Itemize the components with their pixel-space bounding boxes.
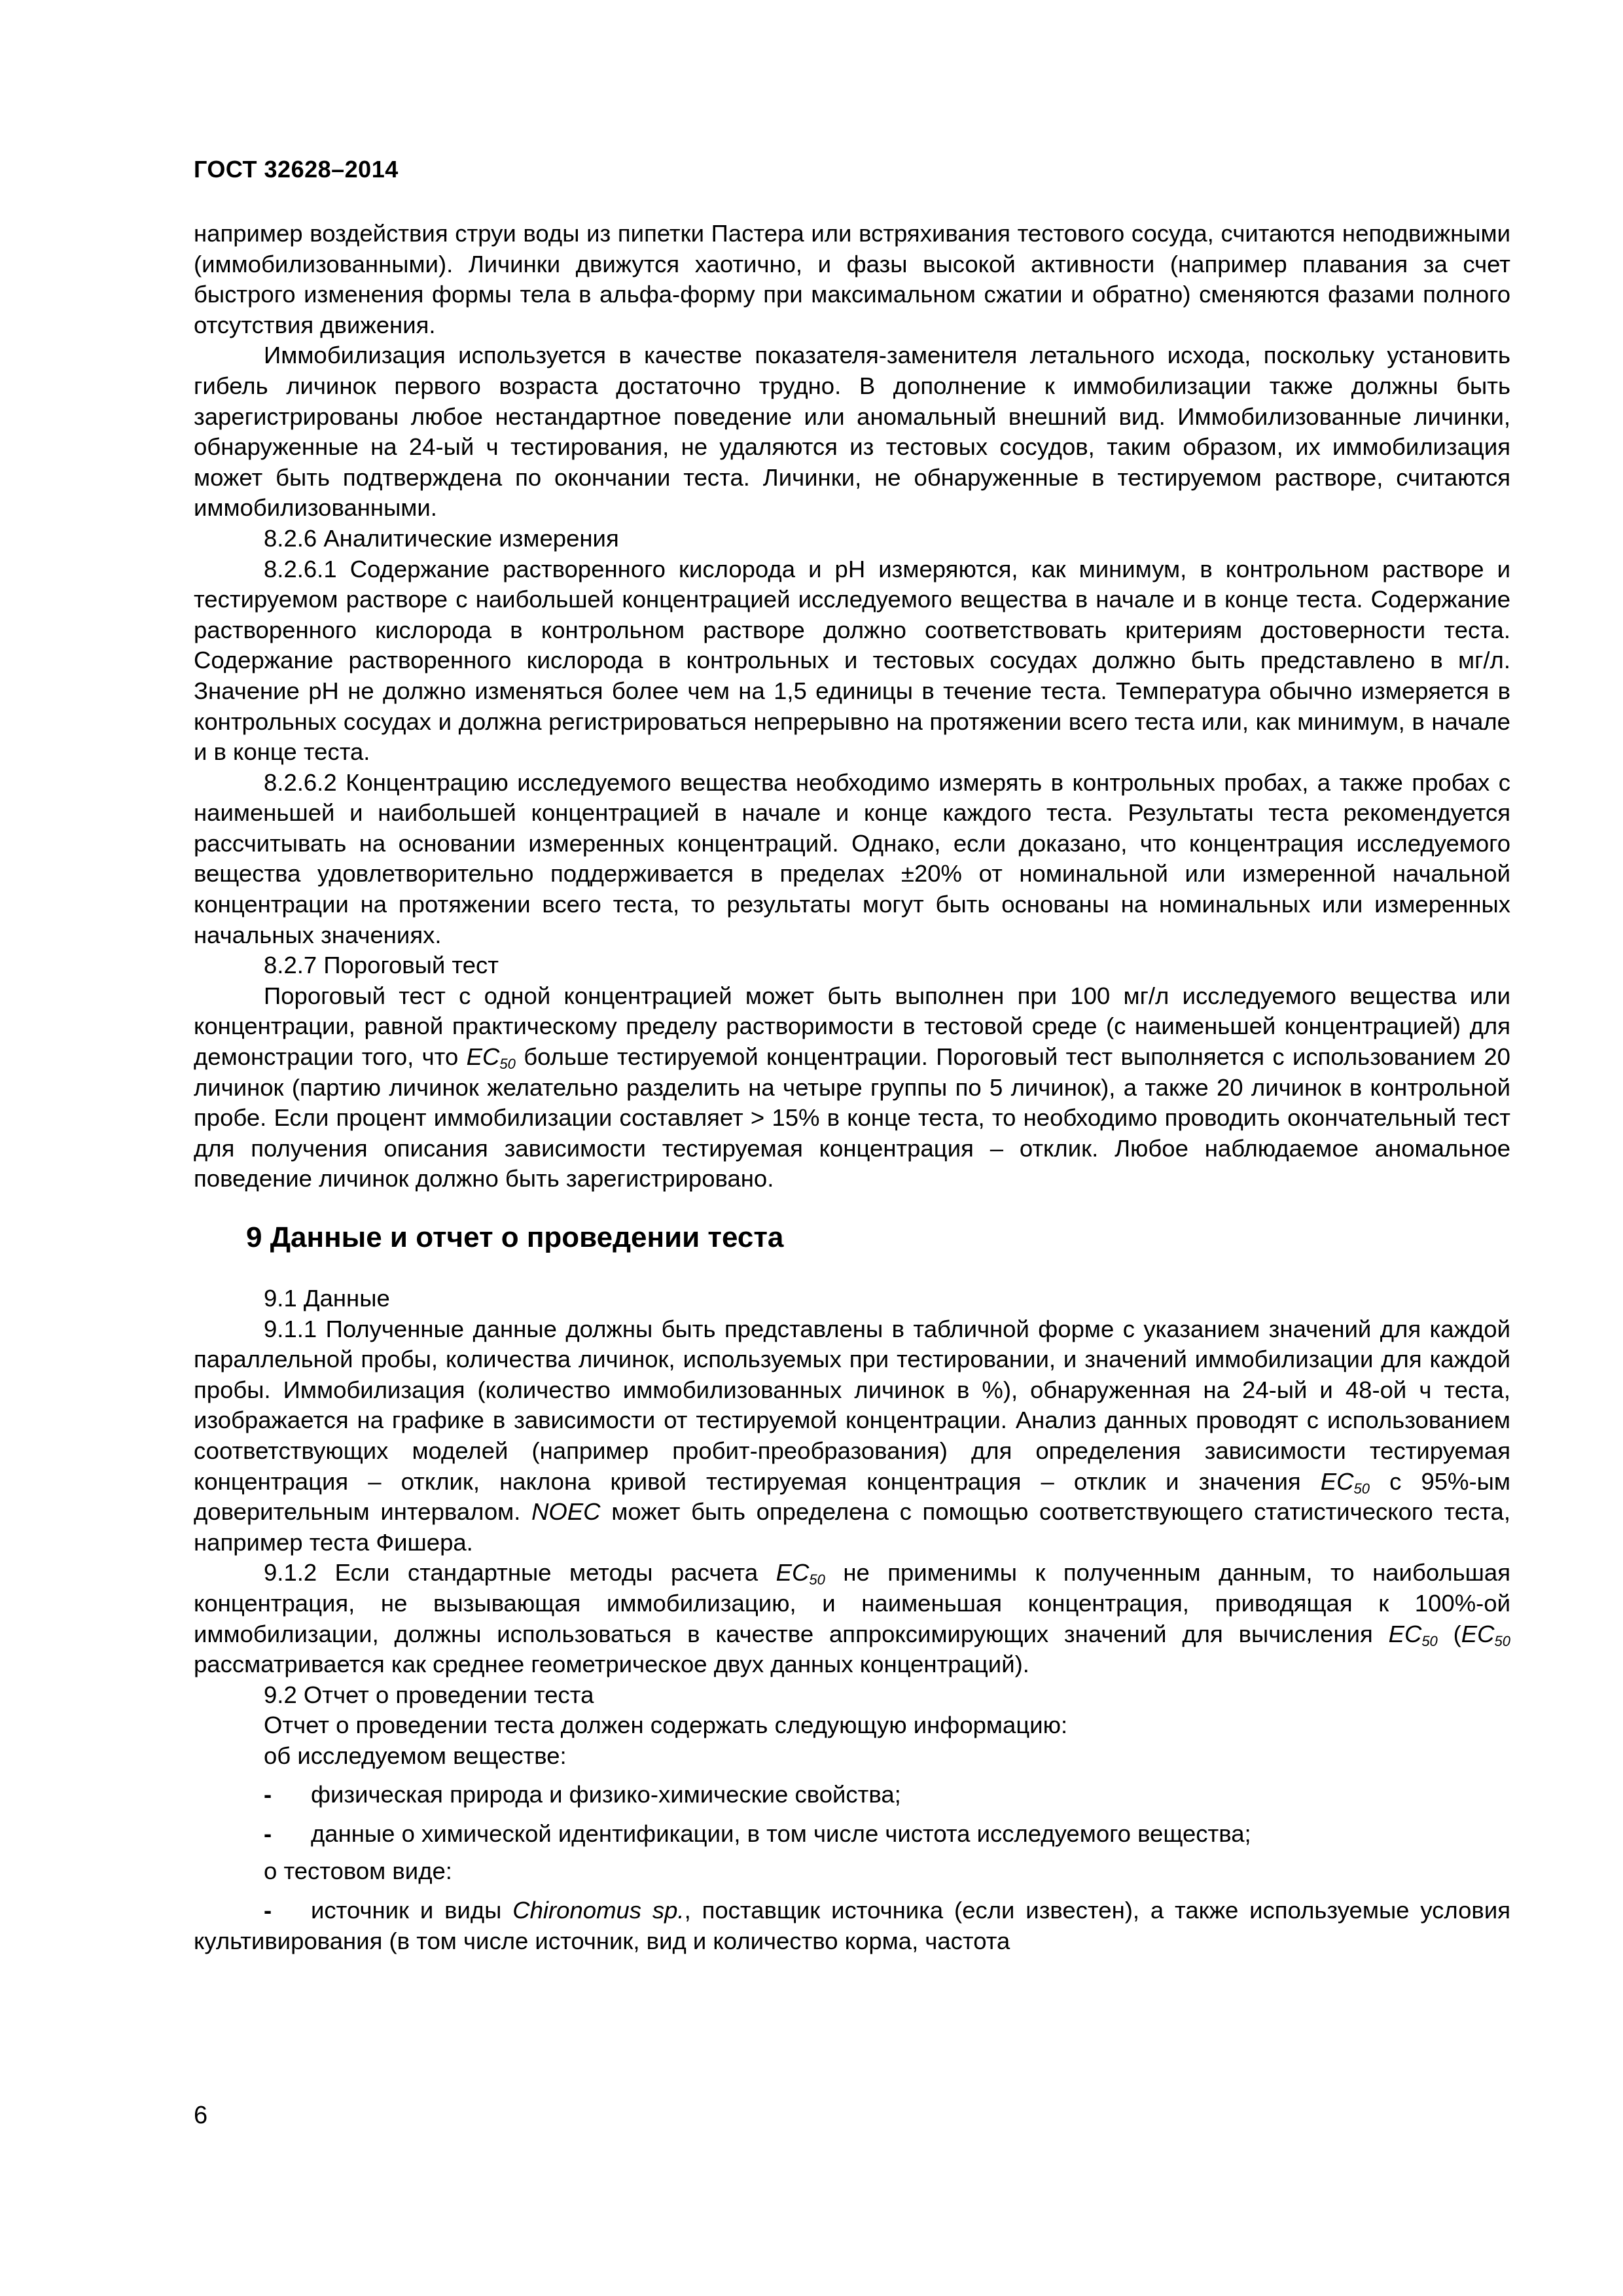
text-fragment: может быть определена с помощью соответствующего статистического теста, например теста Фишера. [194, 1498, 1510, 1556]
paragraph-8-2-6-1: 8.2.6.1 Содержание растворенного кислорода и pH измеряются, как минимум, в контрольном растворе и тестируемом растворе с наибольшей концентрацией исследуемого вещества в начале и в конце теста. Содержание растворенного кислорода в контрольном растворе должно соответствовать критериям достоверности теста. Содержание растворенного кислорода в контрольных и тестовых сосудах должно быть представлено в мг/л. Значение pH не должно изменяться более чем на 1,5 единицы в течение теста. Температура обычно измеряется в контрольных сосудах и должна регистрироваться непрерывно на протяжении всего теста или, как минимум, в начале и в конце теста. [194, 555, 1510, 766]
paragraph-immobilization: Иммобилизация используется в качестве показателя-заменителя летального исхода, поскольку установить гибель личинок первого возраста достаточно трудно. В дополнение к иммобилизации также должны быть зарегистрированы любое нестандартное поведение или аномальный внешний вид. Иммобилизованные личинки, обнаруженные на 24-ый ч тестирования, не удаляются из тестовых сосудов, таким образом, их иммобилизация может быть подтверждена по окончании теста. Личинки, не обнаруженные в тестируемом растворе, считаются иммобилизованными. [194, 342, 1510, 522]
paragraph-8-2-6-2: 8.2.6.2 Концентрацию исследуемого вещества необходимо измерять в контрольных пробах, а также пробах с наименьшей и наибольшей концентрацией в начале и конце каждого теста. Результаты теста рекомендуется рассчитывать на основании измеренных концентраций. Однако, если доказано, что концентрация исследуемого вещества удовлетворительно поддерживается в пределах ±20% от номинальной или измеренной начальной концентрации на протяжении всего теста, то результаты могут быть основаны на номинальных или измеренных начальных значениях. [194, 768, 1510, 948]
list-item: - физическая природа и физико-химические свойства; [194, 1780, 1510, 1810]
ec50-term: $EC_{50}$ [1320, 1467, 1370, 1497]
text-fragment: рассматривается как среднее геометрическое двух данных концентраций). [194, 1651, 1029, 1678]
ec50-term: $EC_{50}$ [776, 1559, 825, 1588]
text-fragment: 9.1.2 Если стандартные методы расчета [264, 1559, 758, 1587]
paragraph-9-1-1 [194, 1314, 1510, 1558]
text-fragment: больше тестируемой концентрации. Пороговый тест выполняется с использованием 20 личинок (партию личинок желательно разделить на четыре группы по 5 личинок), а также 20 личинок в контрольной пробе. Если процент иммобилизации составляет > 15% в конце теста, то необходимо проводить окончательный тест для получения описания зависимости тестируемая концентрация – отклик. Любое наблюдаемое аномальное поведение личинок должно быть зарегистрировано. [194, 1043, 1510, 1193]
page-number: 6 [194, 2102, 208, 2129]
text-fragment: ( [1453, 1620, 1461, 1647]
dash-bullet: - [264, 1820, 272, 1848]
text-fragment: 9.1.1 Полученные данные должны быть представлены в табличной форме с указанием значений для каждой параллельной пробы, количества личинок, используемых при тестировании, и значений иммобилизации для каждой пробы. Иммобилизация (количество иммобилизованных личинок в %), обнаруженная на 24-ый и 48-ой ч теста, изображается на графике в зависимости от тестируемой концентрации. Анализ данных проводят с использованием соответствующих моделей (например пробит-преобразования) для определения зависимости тестируемая концентрация – отклик, наклона кривой тестируемая концентрация – отклик и значения [194, 1315, 1510, 1495]
subsection-heading-8-2-7: 8.2.7 Пороговый тест [264, 952, 499, 979]
paragraph-report-intro: Отчет о проведении теста должен содержать следующую информацию: [264, 1712, 1068, 1739]
paragraph-9-1-2 [194, 1558, 1510, 1679]
dash-bullet: - [264, 1897, 272, 1924]
text-fragment: с 95%-ым доверительным интервалом. [194, 1467, 1510, 1526]
species-name: Chironomus sp. [512, 1897, 685, 1924]
ec50-term: $EC_{50}$ [466, 1043, 516, 1073]
subsection-heading-8-2-6: 8.2.6 Аналитические измерения [264, 524, 619, 552]
section-9-title: 9 Данные и отчет о проведении теста [246, 1221, 784, 1253]
page-body [194, 219, 1510, 1963]
paragraph-continued: например воздействия струи воды из пипетки Пастера или встряхивания тестового сосуда, считаются неподвижными (иммобилизованными). Личинки движутся хаотично, и фазы высокой активности (например плавания за счет быстрого изменения формы тела в альфа-форму при максимальном сжатии и обратно) сменяются фазами полного отсутствия движения. [194, 220, 1510, 338]
subsection-heading-9-2: 9.2 Отчет о проведении теста [264, 1681, 594, 1708]
list-item: - данные о химической идентификации, в том числе чистота исследуемого вещества; [194, 1819, 1510, 1850]
list-item: - источник и виды Chironomus sp., поставщик источника (если известен), а также используемые условия культивирования (в том числе источник, вид и количество корма, частота [194, 1897, 1510, 1954]
document-code-header: ГОСТ 32628–2014 [194, 156, 399, 183]
noec-term: NOEC [531, 1498, 601, 1526]
dash-bullet: - [264, 1780, 272, 1808]
text-fragment: не применимы к полученным данным, то наибольшая концентрация, не вызывающая иммобилизацию, и наименьшая концентрация, приводящая к 100%-ой иммобилизации, должны использоваться в качестве аппроксимирующих значений для вычисления [194, 1559, 1510, 1647]
ec50-term: $EC_{50}$ [1388, 1620, 1438, 1649]
paragraph-about-species: о тестовом виде: [264, 1857, 452, 1884]
subsection-heading-9-1: 9.1 Данные [264, 1285, 390, 1312]
ec50-term: $EC_{50}$ [1461, 1620, 1510, 1649]
paragraph-about-substance: об исследуемом веществе: [264, 1742, 567, 1769]
paragraph-8-2-7 [194, 981, 1510, 1194]
text-fragment: Пороговый тест с одной концентрацией может быть выполнен при 100 мг/л исследуемого вещества или концентрации, равной практическому пределу растворимости в тестовой среде (с наименьшей концентрацией) для демонстрации того, что [194, 982, 1510, 1071]
